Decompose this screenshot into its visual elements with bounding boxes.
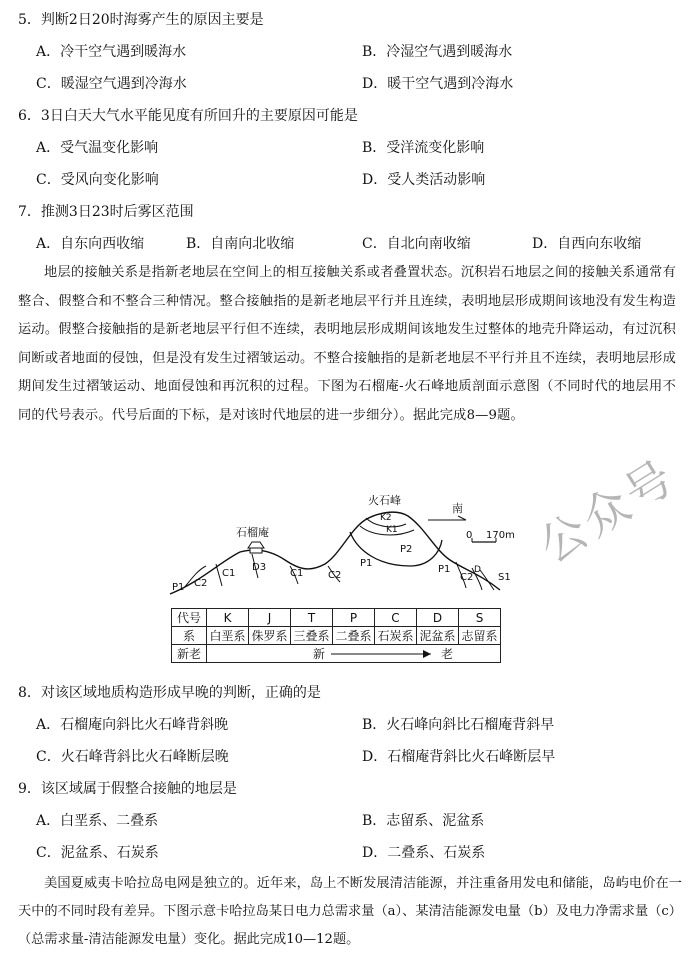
legend-code: T (291, 609, 333, 627)
legend-system: 侏罗系 (249, 627, 291, 645)
legend-code: S (459, 609, 501, 627)
legend-code: K (207, 609, 249, 627)
legend-head-age: 新老 (172, 645, 207, 663)
question-5-option-a[interactable]: A．冷干空气遇到暖海水 (36, 44, 187, 60)
scale-length-label: 170m (486, 530, 515, 541)
question-7-option-a[interactable]: A．自东向西收缩 (36, 236, 145, 252)
stratum-label: D3 (252, 562, 267, 573)
question-9-option-c[interactable]: C．泥盆系、石炭系 (36, 845, 159, 861)
question-8-option-d[interactable]: D．石榴庵背斜比火石峰断层早 (362, 749, 556, 765)
question-6-option-a[interactable]: A．受气温变化影响 (36, 140, 159, 156)
question-7-option-b[interactable]: B．自南向北收缩 (186, 236, 295, 252)
stratum-label: K2 (380, 513, 392, 523)
stratum-label: K1 (386, 525, 398, 535)
question-6-option-b[interactable]: B．受洋流变化影响 (362, 140, 485, 156)
question-5-option-d[interactable]: D．暖干空气遇到冷海水 (362, 76, 514, 92)
question-5-option-c[interactable]: C．暖湿空气遇到冷海水 (36, 76, 187, 92)
stratum-label: P1 (438, 564, 451, 575)
legend-system: 志留系 (459, 627, 501, 645)
geologic-cross-section (160, 490, 540, 610)
question-8-option-a[interactable]: A．石榴庵向斜比火石峰背斜晚 (36, 717, 229, 733)
stratum-label: C2 (328, 570, 342, 581)
legend-old-label: 老 (441, 647, 454, 661)
legend-age-arrow-cell (207, 645, 501, 663)
passage-strata-contact-text: 地层的接触关系是指新老地层在空间上的相互接触关系或者叠置状态。沉积岩石地层之间的接触关系通常有整合、假整合和不整合三种情况。整合接触指的是新老地层平行并且连续，表明地层形成期间该地没有发生构造运动。假整合接触指的是新老地层平行但不连续，表明地层形成期间该地发生过整体的地壳升降运动，有过沉积间断或者地面的侵蚀，但是没有发生过褶皱运动。不整合接触指的是新老地层不平行并且不连续，表明地层形成期间发生过褶皱运动、地面侵蚀和再沉积的过程。下图为石榴庵-火石峰地质剖面示意图（不同时代的地层用不同的代号表示。代号后面的下标，是对该时代地层的进一步细分）。据此完成8—9题。 (18, 265, 676, 423)
question-9-stem: 9．该区域属于假整合接触的地层是 (18, 781, 237, 797)
question-8-option-c[interactable]: C．火石峰背斜比火石峰断层晚 (36, 749, 229, 765)
stratum-label: C1 (222, 568, 236, 579)
question-9-option-a[interactable]: A．白垩系、二叠系 (36, 813, 159, 829)
question-9-option-b[interactable]: B．志留系、泥盆系 (362, 813, 485, 829)
legend-new-label: 新 (313, 647, 326, 661)
question-5-stem: 5．判断2日20时海雾产生的原因主要是 (18, 12, 264, 28)
question-6-option-d[interactable]: D．受人类活动影响 (362, 172, 486, 188)
legend-row-codes (172, 609, 501, 627)
stratum-label: C1 (290, 568, 304, 579)
question-6-stem: 6．3日白天大气水平能见度有所回升的主要原因可能是 (18, 108, 358, 124)
question-8-option-b[interactable]: B．火石峰向斜比石榴庵背斜早 (362, 717, 555, 733)
strata-legend-table (171, 608, 501, 663)
right-stratum-3 (480, 570, 494, 590)
stratum-label: P1 (360, 558, 373, 569)
question-8-stem: 8．对该区域地质构造形成早晚的判断，正确的是 (18, 685, 321, 701)
legend-system: 石炭系 (375, 627, 417, 645)
legend-system: 泥盆系 (417, 627, 459, 645)
peak-label: 火石峰 (368, 494, 401, 507)
stratum-label: C2 (194, 578, 208, 589)
watermark: 公众号 (529, 448, 686, 574)
stratum-label: P2 (400, 544, 413, 555)
legend-head-code: 代号 (172, 609, 207, 627)
question-7-stem: 7．推测3日23时后雾区范围 (18, 204, 194, 220)
scale-zero-label: 0 (466, 530, 473, 541)
legend-system: 三叠系 (291, 627, 333, 645)
temple-label: 石榴庵 (236, 526, 269, 539)
legend-age-arrow-icon (331, 649, 437, 659)
stratum-label: P1 (172, 582, 185, 593)
south-arrow-icon (428, 516, 466, 520)
question-5-option-b[interactable]: B．冷湿空气遇到暖海水 (362, 44, 513, 60)
legend-code: D (417, 609, 459, 627)
legend-code: C (375, 609, 417, 627)
terrain-profile (170, 512, 500, 594)
south-label: 南 (452, 502, 463, 515)
legend-code: P (333, 609, 375, 627)
legend-system: 二叠系 (333, 627, 375, 645)
passage-hawaii-grid (18, 870, 682, 954)
legend-row-age (172, 645, 501, 663)
passage-hawaii-grid-text: 美国夏威夷卡哈拉岛电网是独立的。近年来，岛上不断发展清洁能源，并注重备用发电和储能，岛屿电价在一天中的不同时段有差异。下图示意卡哈拉岛某日电力总需求量（a）、某清洁能源发电量（b）及电力净需求量（c）（总需求量-清洁能源发电量）变化。据此完成10—12题。 (18, 876, 682, 947)
question-7-option-d[interactable]: D．自西向东收缩 (532, 236, 642, 252)
stratum-label: C2 (460, 572, 474, 583)
question-9-option-d[interactable]: D．二叠系、石炭系 (362, 845, 486, 861)
stratum-label: D (474, 565, 481, 575)
legend-row-systems (172, 627, 501, 645)
stratum-label: S1 (498, 572, 511, 583)
temple-icon (248, 542, 264, 553)
legend-head-system: 系 (172, 627, 207, 645)
legend-system: 白垩系 (207, 627, 249, 645)
question-6-option-c[interactable]: C．受风向变化影响 (36, 172, 159, 188)
passage-strata-contact (18, 259, 676, 431)
legend-code: J (249, 609, 291, 627)
question-7-option-c[interactable]: C．自北向南收缩 (362, 236, 471, 252)
